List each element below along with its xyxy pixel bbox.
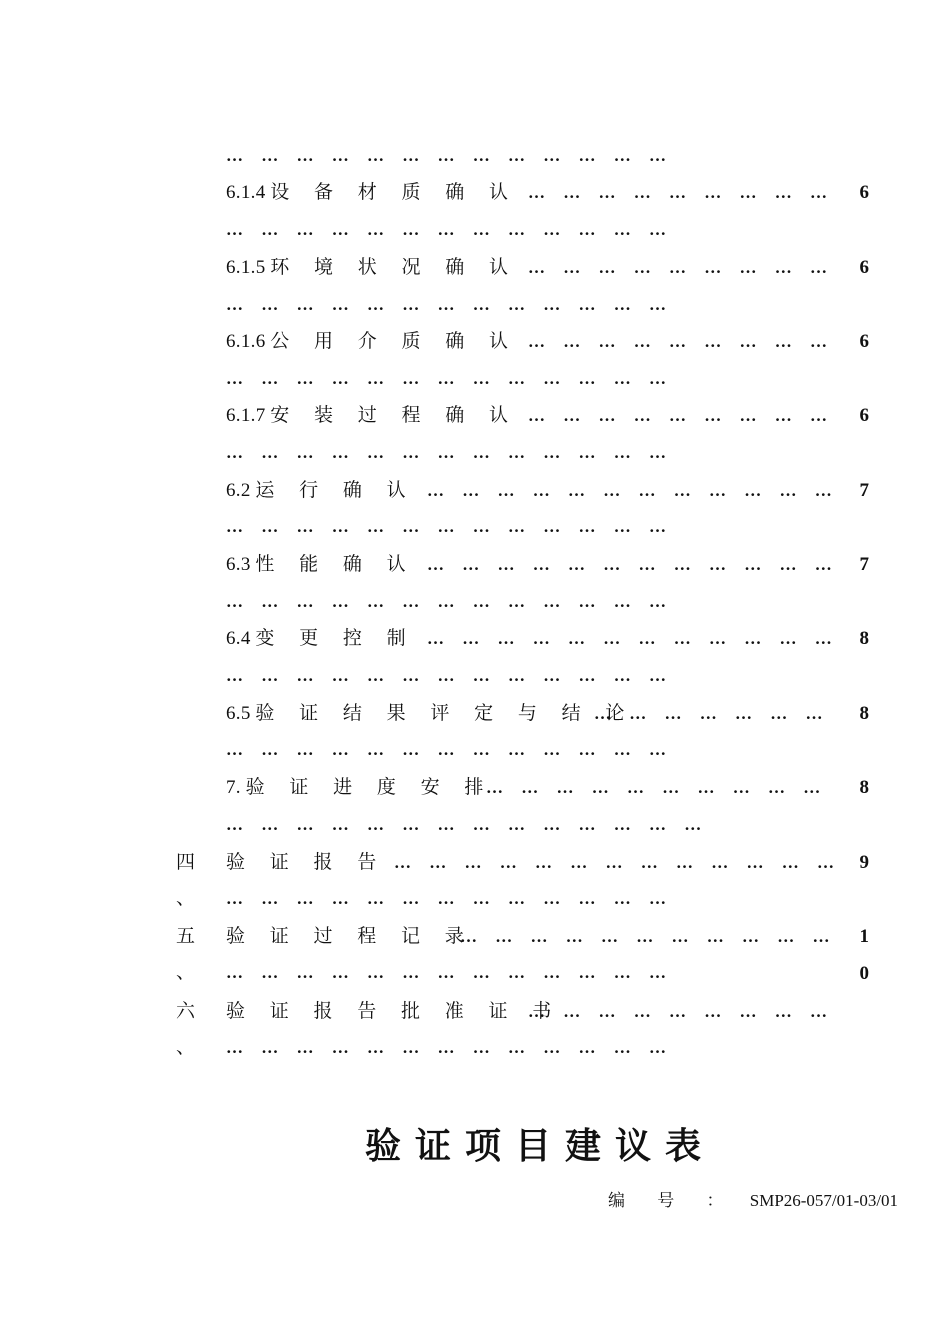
toc-number: 6.1.7 (226, 405, 266, 426)
leader-dots: … … … … … … … … … (528, 406, 827, 425)
toc-page-number: 7 (859, 480, 869, 501)
toc-number: 6.1.5 (226, 257, 266, 278)
toc-entry-6-4[interactable] (226, 627, 416, 651)
leader-dots: … … … … … … … … … … … … … … (226, 815, 702, 834)
toc-label: 环 境 状 况 确 认 (270, 257, 519, 278)
toc-label: 公 用 介 质 确 认 (270, 331, 519, 352)
section-number: 五 (176, 926, 196, 947)
section-number: 四 (176, 852, 196, 873)
toc-entry-6-1-4[interactable] (226, 181, 518, 205)
leader-dots: … … … … … … … … … … … … … (226, 666, 666, 685)
toc-label: 变 更 控 制 (255, 628, 416, 649)
document-title: 验证项目建议表 (364, 1126, 715, 1166)
document-code-value: SMP26-057/01-03/01 (749, 1191, 899, 1210)
toc-number: 7. (226, 777, 241, 798)
toc-entry-6-5[interactable] (226, 702, 634, 726)
leader-dots: … … … … … … … … … … … … … (226, 146, 666, 165)
leader-dots: … … … … … … … … … (528, 332, 827, 351)
toc-entry-7[interactable] (226, 776, 493, 800)
toc-entry-6-2[interactable] (226, 479, 416, 503)
leader-dots: … … … … … … … … … … … (460, 927, 830, 946)
leader-dots: … … … … … … … … … … … … … (226, 295, 666, 314)
toc-label: 安 装 过 程 确 认 (270, 405, 519, 426)
toc-number: 6.2 (226, 480, 251, 501)
section-mark: 、 (176, 962, 196, 983)
document-code-label: 编 号 ： (608, 1191, 738, 1210)
toc-number: 6.1.6 (226, 331, 266, 352)
leader-dots: … … … … … … … … … … … … … (226, 592, 666, 611)
leader-dots: … … … … … … … … … … … … … (226, 517, 666, 536)
toc-page-number: 8 (859, 703, 869, 724)
section-entry-6[interactable]: 验 证 报 告 批 准 证 书 (226, 1001, 562, 1022)
toc-label: 性 能 确 认 (255, 554, 416, 575)
leader-dots: … … … … … … … … … (528, 258, 827, 277)
section-mark: 、 (176, 1037, 196, 1058)
leader-dots: … … … … … … … … … … … … (427, 629, 832, 648)
toc-page-number: 6 (859, 257, 869, 278)
section-page-number: 9 (859, 852, 869, 873)
section-page-number: 1 (859, 926, 869, 947)
toc-page-number: 7 (859, 554, 869, 575)
document-code (608, 1186, 898, 1211)
toc-number: 6.1.4 (226, 182, 266, 203)
toc-number: 6.3 (226, 554, 251, 575)
leader-dots: … … … … … … … … … (528, 1002, 827, 1021)
toc-number: 6.5 (226, 703, 251, 724)
toc-label: 验 证 结 果 评 定 与 结 论 (255, 703, 635, 724)
leader-dots: … … … … … … … … … … … … … (226, 963, 666, 982)
toc-entry-6-1-7[interactable] (226, 404, 518, 428)
leader-dots: … … … … … … … (594, 704, 823, 723)
leader-dots: … … … … … … … … … … … … (427, 481, 832, 500)
leader-dots: … … … … … … … … … … … … … (226, 369, 666, 388)
leader-dots: … … … … … … … … … … … … … (226, 889, 666, 908)
section-entry-4[interactable]: 验 证 报 告 (226, 852, 387, 873)
leader-dots: … … … … … … … … … … … … … (226, 740, 666, 759)
toc-entry-6-1-5[interactable] (226, 256, 518, 280)
toc-page-number: 6 (859, 182, 869, 203)
section-page-number-cont: 0 (859, 963, 869, 984)
toc-page-number: 6 (859, 405, 869, 426)
section-entry-5[interactable]: 验 证 过 程 记 录 (226, 926, 474, 947)
leader-dots: … … … … … … … … … … … … … (226, 1038, 666, 1057)
leader-dots: … … … … … … … … … … (486, 778, 821, 797)
toc-number: 6.4 (226, 628, 251, 649)
section-number: 六 (176, 1001, 196, 1022)
toc-label: 验 证 进 度 安 排 (245, 777, 494, 798)
toc-page-number: 6 (859, 331, 869, 352)
toc-label: 运 行 确 认 (255, 480, 416, 501)
leader-dots: … … … … … … … … … … … … … (226, 443, 666, 462)
leader-dots: … … … … … … … … … … … … … (394, 853, 834, 872)
toc-label: 设 备 材 质 确 认 (270, 182, 519, 203)
toc-page-number: 8 (859, 628, 869, 649)
toc-page-number: 8 (859, 777, 869, 798)
leader-dots: … … … … … … … … … … … … (427, 555, 832, 574)
section-mark: 、 (176, 888, 196, 909)
leader-dots: … … … … … … … … … (528, 183, 827, 202)
toc-entry-6-1-6[interactable] (226, 330, 518, 354)
toc-entry-6-3[interactable] (226, 553, 416, 577)
leader-dots: … … … … … … … … … … … … … (226, 220, 666, 239)
